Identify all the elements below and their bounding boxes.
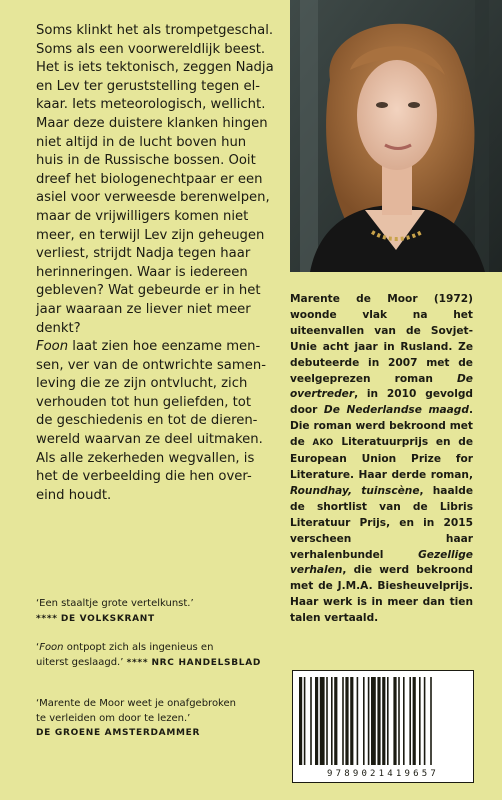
- blurb-line: asiel voor verweesde berenwelpen,: [36, 190, 270, 206]
- barcode-bar: [310, 677, 312, 765]
- bio-text: Literatuurprijs en de European Union Prize for Literature. Haar derde roman,: [290, 436, 473, 481]
- barcode-bar: [326, 677, 328, 765]
- barcode-bar: [371, 677, 376, 765]
- barcode-bar: [320, 677, 325, 765]
- barcode-bar: [382, 677, 385, 765]
- barcode-bar: [315, 677, 318, 765]
- isbn-number: 9789021419657: [326, 769, 440, 779]
- blurb-line: gebleven? Wat gebeurde er in het: [36, 283, 261, 299]
- review-volkskrant: [36, 596, 276, 627]
- review-quote: ‘Een staaltje grote vertelkunst.’: [36, 598, 194, 609]
- bio-text: Marente de Moor (1972) woonde vlak na het uiteenvallen van de Sovjet-Unie acht jaar in Rusland. Ze debuteerde in 2007 met de veelgeprezen roman: [290, 293, 473, 385]
- bio-text: , haalde de shortlist van de Libris Literatuur Prijs, en in 2015 verscheen haar verhalenbundel: [290, 484, 473, 561]
- blurb-line: Soms klinkt het als trompetgeschal.: [36, 23, 274, 38]
- barcode-bar: [363, 677, 365, 765]
- book-title: Foon: [39, 642, 64, 653]
- blurb-line: maar de vrijwilligers komen niet: [36, 208, 249, 224]
- review-quote: te verleiden om door te lezen.’: [36, 713, 191, 724]
- barcode: [292, 670, 474, 783]
- bio-text: . Die roman werd bekroond met de: [290, 404, 473, 449]
- prize-abbr: AKO: [312, 438, 334, 449]
- blurb-line: en Lev ter geruststelling tegen el-: [36, 78, 261, 94]
- barcode-bar: [377, 677, 380, 765]
- barcode-bar: [393, 677, 396, 765]
- barcode-bar: [398, 677, 400, 765]
- review-quote: ‘Marente de Moor weet je onafgebroken: [36, 698, 236, 709]
- blurb-line: huis in de Russische bossen. Ooit: [36, 153, 256, 169]
- book-title: De Nederlandse maagd: [323, 404, 469, 417]
- barcode-bar: [304, 677, 306, 765]
- author-photo: [290, 0, 502, 272]
- barcode-bar: [350, 677, 353, 765]
- blurb-line: wereld waarvan ze deel uitmaken.: [36, 432, 263, 448]
- barcode-bar: [357, 677, 359, 765]
- review-source: NRC HANDELSBLAD: [151, 658, 262, 668]
- blurb-line: de geschiedenis en tot de dieren-: [36, 413, 258, 429]
- blurb-line: verliest, strijdt Nadja tegen haar: [36, 246, 251, 262]
- barcode-bar: [387, 677, 389, 765]
- blurb-line: Als alle zekerheden wegvallen, is: [36, 450, 255, 466]
- blurb-line: dreef het biologenechtpaar er een: [36, 171, 263, 187]
- barcode-bar: [342, 677, 344, 765]
- blurb-line: het de verbeelding die hen over-: [36, 469, 252, 485]
- barcode-bar: [331, 677, 333, 765]
- book-title: Foon: [36, 339, 69, 355]
- blurb-line: Soms als een voorwereldlijk beest.: [36, 41, 266, 57]
- review-stars: ****: [126, 658, 149, 668]
- review-quote: uiterst geslaagd.’: [36, 657, 124, 668]
- review-groene: [36, 696, 276, 741]
- bio-text: , die werd bekroond met de J.M.A. Biesheuvelprijs. Haar werk is in meer dan tien talen vertaald.: [290, 564, 473, 625]
- blurb-line: eind houdt.: [36, 487, 112, 503]
- blurb-line-rest: laat zien hoe eenzame men-: [68, 339, 261, 355]
- review-source: DE VOLKSKRANT: [60, 614, 155, 624]
- blurb-line: sen, ver van de ontwrichte samen-: [36, 357, 266, 373]
- barcode-bar: [403, 677, 405, 765]
- blurb-line: leving die ze zijn ontvlucht, zich: [36, 376, 248, 392]
- barcode-bar: [430, 677, 432, 765]
- blurb-line: kaar. Iets meteorologisch, wellicht.: [36, 97, 266, 113]
- book-title: Roundhay, tuinscène: [290, 484, 420, 497]
- blurb-line: Het is iets tektonisch, zeggen Nadja: [36, 60, 274, 76]
- blurb-line: Maar deze duistere klanken hingen: [36, 115, 268, 131]
- review-source: DE GROENE AMSTERDAMMER: [36, 728, 201, 738]
- barcode-bar: [334, 677, 337, 765]
- author-bio: [290, 292, 473, 627]
- blurb-line: herinneringen. Waar is iedereen: [36, 264, 248, 280]
- blurb-line: jaar waaraan ze liever niet meer: [36, 301, 251, 317]
- review-stars: ****: [36, 614, 58, 624]
- barcode-bar: [299, 677, 302, 765]
- barcode-bar: [419, 677, 421, 765]
- bio-text: , in 2010 gevolgd door: [290, 388, 473, 417]
- blurb-line: [36, 338, 281, 357]
- blurb-text: [36, 22, 281, 505]
- blurb-line: meer, en terwijl Lev zijn geheugen: [36, 227, 265, 243]
- book-title: Gezellige verhalen: [290, 548, 473, 577]
- review-quote: ontpopt zich als ingenieus en: [63, 642, 214, 653]
- barcode-bar: [413, 677, 416, 765]
- barcode-bar: [424, 677, 426, 765]
- blurb-line: niet altijd in de lucht boven hun: [36, 134, 247, 150]
- barcode-bars: [299, 677, 469, 765]
- barcode-bar: [409, 677, 411, 765]
- barcode-bar: [368, 677, 370, 765]
- review-nrc: ‘Foon ontpopt zich als ingenieus en uiterst geslaagd.’ **** NRC HANDELSBLAD: [36, 642, 262, 668]
- barcode-bar: [345, 677, 348, 765]
- blurb-line: denkt?: [36, 320, 81, 336]
- book-title: De overtreder: [290, 372, 473, 401]
- blurb-line: verhouden tot hun geliefden, tot: [36, 394, 251, 410]
